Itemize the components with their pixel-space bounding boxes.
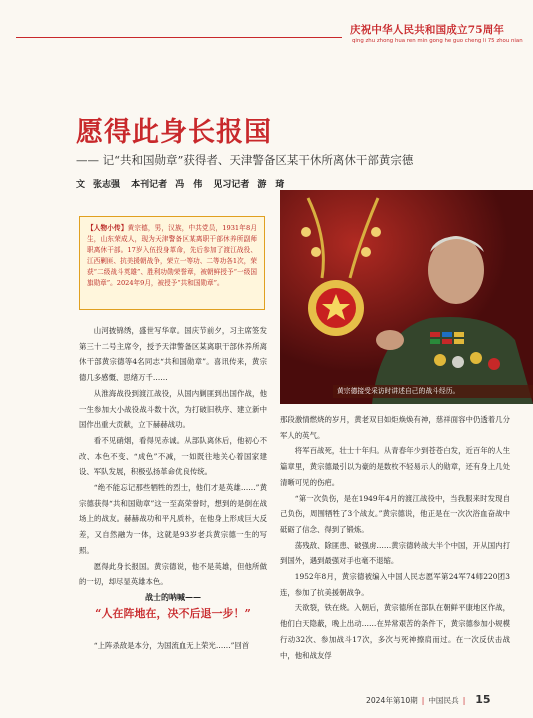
paragraph: 山河披锦绣，盛世写华章。国庆节前夕，习主席签发第三十二号主席令，授予天津警备区某离职干部休养所离休干部黄宗德等4名同志“共和国勋章”。喜讯传来，黄宗德几多感慨、思绪万千…… bbox=[79, 326, 267, 383]
paragraph: 那段激情燃烧的岁月，黄老双目如炬焕焕有神，慈祥面容中仍透着几分军人的英气。 bbox=[280, 415, 510, 440]
paragraph: 愿得此身长报国。黄宗德说，他不是英雄，但他所做的一切，却尽显英雄本色。 bbox=[79, 561, 267, 587]
footer-separator: | bbox=[462, 696, 466, 705]
paragraph: “上阵杀敌是本分，为国流血无上荣光……”回首 bbox=[93, 641, 250, 650]
paragraph: 将军百战死，壮士十年归。从青春年少到苍苍白发，近百年的人生篇章里，黄宗德最引以为豪的是数枚不轻易示人的勋章，还有身上几处清晰可见的伤疤。 bbox=[280, 446, 510, 487]
header-title: 庆祝中华人民共和国成立75周年 bbox=[350, 24, 505, 36]
footer-magazine: 中国民兵 bbox=[428, 696, 459, 705]
veteran-hand bbox=[376, 330, 404, 350]
medal-icon bbox=[308, 280, 364, 336]
profile-text: 黄宗德，男，汉族，中共党员，1931年8月生，山东荣成人，现为天津警备区某离职干部休养所副师职离休干部。17岁入伍投身革命，先后参加了渡江战役、江西剿匪、抗美援朝战争，荣立一等功、二等功各1次，荣获“二级战斗英雄”、胜利功勋荣誉章，被朝鲜授予“一级国旗勋章”。2024年9月，被授予“共和国勋章”。 bbox=[87, 224, 257, 287]
profile-label: 【人物小传】 bbox=[87, 224, 128, 232]
byline-author-3: 游 琦 bbox=[257, 180, 285, 190]
paragraph: “绝不能忘记那些牺牲的烈士，他们才是英雄……”黄宗德获得“共和国勋章”这一至高荣誉时，想到的是倒在战场上的战友。赫赫战功和平凡质朴，在他身上形成巨大反差，又自然融为一体，这就是93岁老兵黄宗德一生的写照。 bbox=[79, 483, 267, 555]
footer-separator: | bbox=[421, 696, 425, 705]
left-column bbox=[79, 323, 267, 590]
photo-caption: 黄宗德接受采访时讲述自己的战斗经历。 bbox=[333, 385, 533, 398]
article-subtitle: —— 记“共和国勋章”获得者、天津警备区某干休所离休干部黄宗德 bbox=[76, 153, 414, 167]
paragraph: 1952年8月，黄宗德被编入中国人民志愿军第24军74师220团3连，参加了抗美援朝战争。 bbox=[280, 572, 510, 597]
veteran-photo-illustration bbox=[280, 190, 533, 404]
paragraph: “第一次负伤，是在1949年4月的渡江战役中，当我服来时发现自己负伤，周围牺牲了3个战友。”黄宗德说，他正是在一次次浴血奋战中砥砺了信念、得到了锻炼。 bbox=[280, 493, 510, 534]
paragraph: 从淮海战役到渡江战役，从国内剿匪到出国作战，他一生参加大小战役战斗数十次，为打破旧秩序、建立新中国作出重大贡献，立下赫赫战功。 bbox=[79, 388, 267, 430]
page-number: 15 bbox=[475, 693, 491, 706]
byline bbox=[76, 177, 292, 190]
header-pinyin: qing zhu zhong hua ren min gong he guo cheng li 75 zhou nian bbox=[352, 38, 523, 44]
section-kicker: 战士的呐喊—— bbox=[145, 592, 201, 602]
footer-issue: 2024年第10期 bbox=[366, 696, 418, 705]
byline-role-3: 见习记者 bbox=[213, 180, 250, 190]
byline-author-1: 张志强 bbox=[93, 180, 121, 190]
byline-role-2: 本刊记者 bbox=[131, 180, 168, 190]
veteran-photo bbox=[280, 190, 533, 404]
profile-box bbox=[79, 216, 265, 310]
paragraph: 天欲裂，铁在烧。入朝后，黄宗德所在部队在朝鲜平康地区作战，他们白天隐蔽，晚上出动……在异常艰苦的条件下，黄宗德参加小规模行动32次、参加战斗17次，多次与死神擦肩而过。在一次反伏击战中，他和战友俘 bbox=[280, 603, 510, 660]
left-column-continued bbox=[79, 638, 267, 654]
article-title: 愿得此身长报国 bbox=[76, 117, 272, 148]
byline-prefix: 文 bbox=[76, 180, 86, 190]
byline-author-2: 冯 伟 bbox=[175, 180, 203, 190]
section-heading: “人在阵地在，决不后退一步！” bbox=[95, 607, 251, 620]
page-footer bbox=[366, 693, 526, 706]
paragraph: 荡残敌、除匪患、破强虏……黄宗德转战大半个中国，开从国内打到国外，遇到最强对手也毫不退缩。 bbox=[280, 540, 510, 566]
paragraph: 看不见硝烟，看得见赤诚。从部队离休后，他初心不改、本色不变、“成色”不减，一如既往地关心着国家建设、军队发展，积极弘扬革命优良传统。 bbox=[79, 435, 267, 477]
header-rule bbox=[16, 37, 342, 38]
right-column bbox=[280, 412, 510, 663]
